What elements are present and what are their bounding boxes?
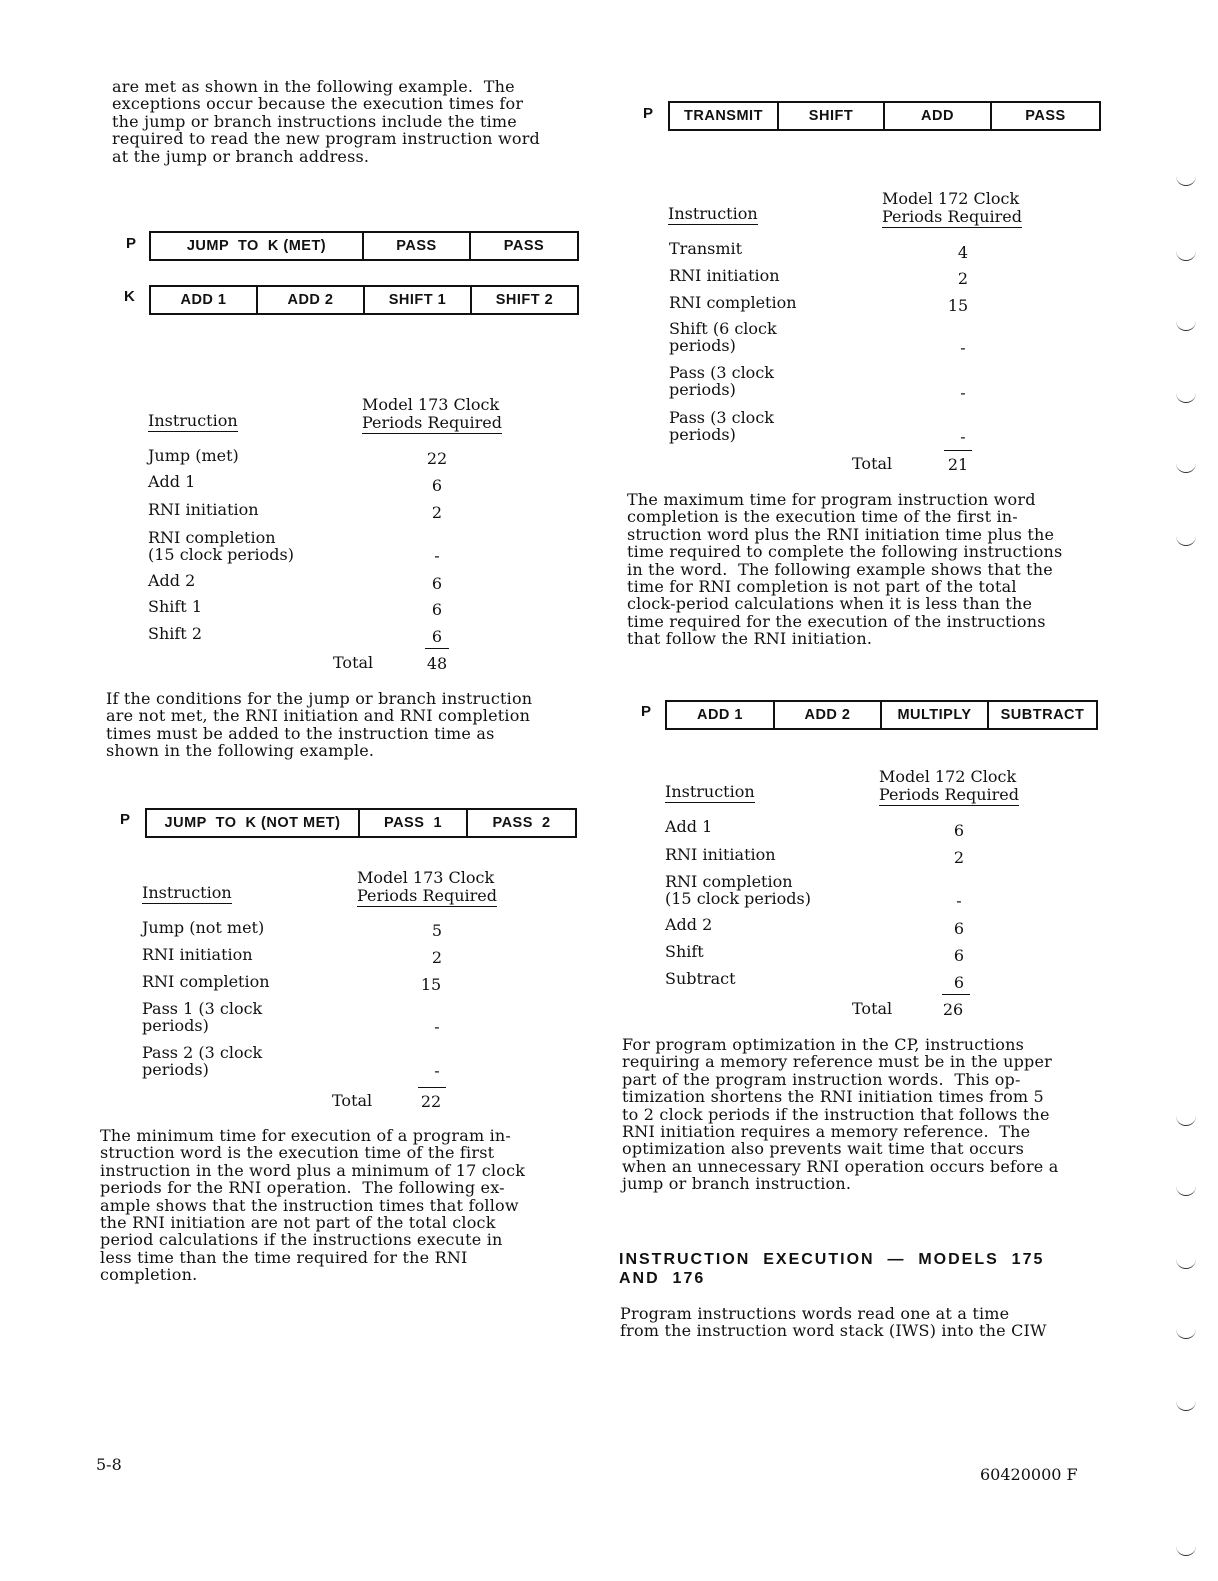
word-cell: ADD (885, 103, 992, 129)
binding-mark (1176, 1185, 1196, 1196)
table1-row-value: 6 (431, 574, 443, 593)
table4-col-instruction: Instruction (665, 782, 755, 801)
table3-total-label: Total (852, 454, 893, 473)
table4-row-value: - (956, 891, 962, 910)
sum-rule (418, 1087, 446, 1088)
word-cell: PASS (1025, 108, 1066, 124)
instruction-word-transmit (668, 101, 1101, 131)
word-cell: ADD 2 (258, 287, 365, 313)
table1-row-name: Shift 1 (148, 597, 202, 616)
table3-col-model: Model 172 Clock Periods Required (882, 189, 1022, 226)
binding-mark (1176, 1328, 1196, 1339)
table2-row-name: Pass 1 (3 clock periods) (142, 999, 263, 1035)
instruction-word-k (149, 285, 579, 315)
table4-row-name: Subtract (665, 969, 736, 988)
word-cell: SUBTRACT (1000, 707, 1085, 723)
table3-row-value: 2 (957, 269, 969, 288)
table2-row-name: Pass 2 (3 clock periods) (142, 1043, 263, 1079)
table4-row-name: RNI initiation (665, 845, 776, 864)
intro-paragraph: are met as shown in the following example. The exceptions occur because the execution times for the jump or branch instructions include the time required to read the new program instruction word at the jump or branch address. (112, 77, 540, 166)
word-cell: ADD 1 (151, 287, 258, 313)
table1-row-name: Jump (met) (148, 446, 239, 465)
binding-mark (1176, 250, 1196, 261)
table1-row-name: Add 1 (148, 472, 196, 491)
paragraph-iws: Program instructions words read one at a time from the instruction word stack (IWS) into the CIW (620, 1304, 1047, 1341)
word-cell: JUMP TO K (NOT MET) (147, 810, 360, 836)
section-heading: INSTRUCTION EXECUTION — MODELS 175 AND 176 (619, 1251, 1045, 1287)
table4-row-value: 6 (953, 973, 965, 992)
table4-row-name: Add 2 (665, 915, 713, 934)
table4-total-label: Total (852, 999, 893, 1018)
binding-mark (1176, 1400, 1196, 1411)
table2-row-value: 15 (420, 975, 442, 994)
word-cell: ADD 1 (667, 702, 775, 728)
table3-row-value: 4 (957, 243, 969, 262)
table2-row-name: RNI initiation (142, 945, 253, 964)
table2-row-value: - (434, 1061, 440, 1080)
binding-mark (1176, 1258, 1196, 1269)
table3-total-value: 21 (947, 455, 969, 474)
table1-row-value: - (434, 546, 440, 565)
document-number: 60420000 F (980, 1465, 1078, 1484)
word-label-k: K (124, 288, 135, 305)
table4-row-value: 6 (953, 821, 965, 840)
word-cell: SHIFT 2 (495, 292, 554, 308)
table2-row-name: Jump (not met) (142, 918, 265, 937)
binding-mark (1176, 462, 1196, 473)
sum-rule (942, 994, 970, 995)
table3-row-name: Transmit (669, 239, 743, 258)
word-cell: PASS 1 (360, 810, 468, 836)
table2-col-instruction: Instruction (142, 883, 232, 902)
table1-row-name: RNI initiation (148, 500, 259, 519)
table3-col-instruction: Instruction (668, 204, 758, 223)
binding-mark (1176, 320, 1196, 331)
table2-total-value: 22 (420, 1092, 442, 1111)
table1-row-value: 2 (431, 503, 443, 522)
table1-row-value: 6 (431, 600, 443, 619)
word-label-p: P (641, 703, 652, 720)
page-number: 5-8 (96, 1455, 122, 1474)
table4-row-value: 6 (953, 919, 965, 938)
word-cell: ADD 2 (775, 702, 882, 728)
table1-row-value: 6 (431, 476, 443, 495)
binding-mark (1176, 392, 1196, 403)
table1-row-value: 22 (426, 449, 448, 468)
instruction-word-jump-not-met (145, 808, 577, 838)
table3-row-value: - (960, 338, 966, 357)
table2-total-label: Total (332, 1091, 373, 1110)
table2-row-value: 2 (431, 948, 443, 967)
word-label-p: P (126, 235, 137, 252)
table3-row-name: RNI completion (669, 293, 797, 312)
table2-row-value: - (434, 1017, 440, 1036)
table4-row-value: 2 (953, 848, 965, 867)
table3-row-value: - (960, 383, 966, 402)
table3-row-name: Shift (6 clock periods) (669, 319, 777, 355)
instruction-word-jump-met (149, 231, 579, 261)
table4-total-value: 26 (942, 1000, 964, 1019)
table1-total-value: 48 (426, 654, 448, 673)
binding-mark (1176, 535, 1196, 546)
table3-row-name: RNI initiation (669, 266, 780, 285)
table4-col-model: Model 172 Clock Periods Required (879, 767, 1019, 804)
word-cell: MULTIPLY (882, 702, 989, 728)
table4-row-name: Add 1 (665, 817, 713, 836)
table3-row-name: Pass (3 clock periods) (669, 408, 774, 444)
binding-mark (1176, 1115, 1196, 1126)
table1-total-label: Total (333, 653, 374, 672)
binding-mark (1176, 1545, 1196, 1556)
paragraph-not-met: If the conditions for the jump or branch instruction are not met, the RNI initiation and RNI completion times must be added to the instruction time as shown in the following example. (106, 689, 533, 761)
table4-row-name: RNI completion (15 clock periods) (665, 872, 811, 908)
word-cell: PASS (503, 238, 545, 254)
table1-row-value: 6 (431, 627, 443, 646)
word-cell: JUMP TO K (MET) (151, 233, 364, 259)
word-cell: TRANSMIT (670, 103, 779, 129)
binding-mark (1176, 175, 1196, 186)
paragraph-maximum-time: The maximum time for program instruction word completion is the execution time of the first in- struction word plus the RNI initiation time plus the time required to complete the following instructions in the word. The following example shows that the time for RNI completion is not part of the total clock-period calculations when it is less than the time required for the execution of the instructions that follow the RNI initiation. (627, 490, 1063, 649)
sum-rule (944, 450, 972, 451)
table1-row-name: Add 2 (148, 571, 196, 590)
word-cell: SHIFT (779, 103, 885, 129)
word-label-p: P (120, 811, 131, 828)
table1-col-instruction: Instruction (148, 411, 238, 430)
table1-row-name: Shift 2 (148, 624, 202, 643)
table1-col-model: Model 173 Clock Periods Required (362, 395, 502, 432)
paragraph-optimization: For program optimization in the CP, instructions requiring a memory reference must be in the upper part of the program instruction words. This op- timization shortens the RNI initiation times from 5 to 2 clock periods if the instruction that follows the RNI initiation requires a memory reference. The optimization also prevents wait time that occurs when an unnecessary RNI operation occurs before a jump or branch instruction. (622, 1035, 1059, 1194)
table2-row-name: RNI completion (142, 972, 270, 991)
word-cell: PASS 2 (492, 815, 551, 831)
instruction-word-add-multiply (665, 700, 1098, 730)
table4-row-name: Shift (665, 942, 704, 961)
sum-rule (425, 648, 449, 649)
word-cell: SHIFT 1 (365, 287, 472, 313)
table4-row-value: 6 (953, 946, 965, 965)
table3-row-value: 15 (947, 296, 969, 315)
table2-row-value: 5 (431, 921, 443, 940)
table1-row-name: RNI completion (15 clock periods) (148, 528, 294, 564)
paragraph-minimum-time: The minimum time for execution of a program in- struction word is the execution time of the first instruction in the word plus a minimum of 17 clock periods for the RNI operation. The following ex- ample shows that the instruction times that follow the RNI initiation are not part of the total clock period calculations if the instructions execute in less time than the time required for the RNI completion. (100, 1126, 526, 1285)
word-label-p: P (643, 105, 654, 122)
table2-col-model: Model 173 Clock Periods Required (357, 868, 497, 905)
table3-row-value: - (960, 427, 966, 446)
table3-row-name: Pass (3 clock periods) (669, 363, 774, 399)
word-cell: PASS (364, 233, 471, 259)
